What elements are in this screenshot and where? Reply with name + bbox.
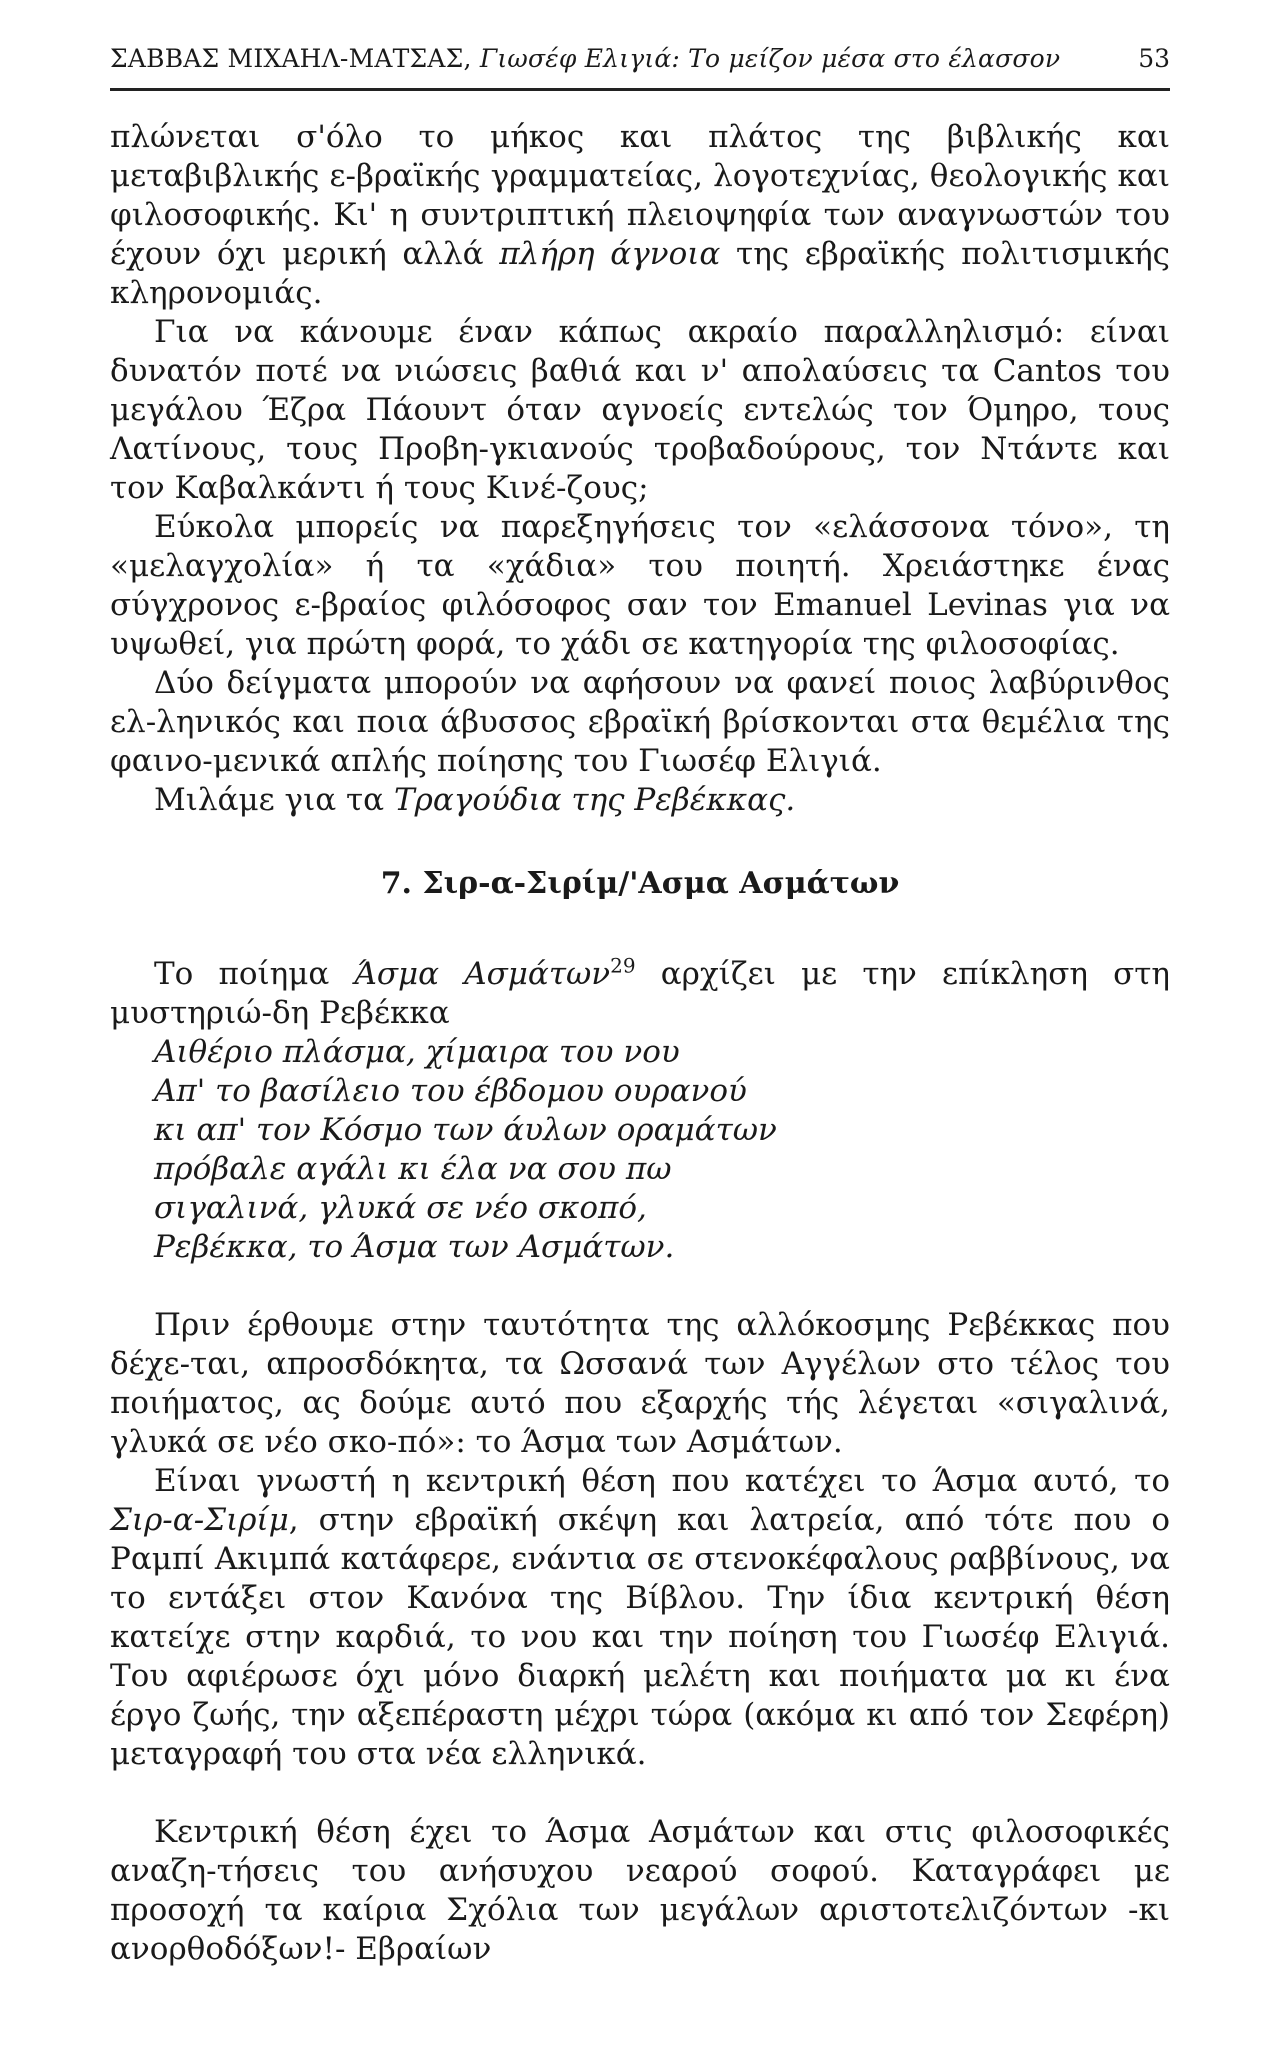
running-header (110, 44, 1170, 84)
paragraph-2: Για να κάνουμε έναν κάπως ακραίο παραλληλισμό: είναι δυνατόν ποτέ να νιώσεις βαθιά και ν' απολαύσεις τα Cantos του μεγάλου Έζρα Πάουντ όταν αγνοείς εντελώς τον Όμηρο, τους Λατίνους, τους Προβη-γκιανούς τροβαδούρους, τον Ντάντε και τον Καβαλκάντι ή τους Κινέ-ζους; (110, 314, 1170, 506)
poem-line: Απ' το βασίλειο του έβδομου ουρανού (154, 1073, 747, 1109)
paragraph-1-emphasis: πλήρη άγνοια (499, 236, 721, 272)
paragraph-5-work-title: Τραγούδια της Ρεβέκκας. (393, 782, 796, 818)
paragraph-6-text-c: αρχίζει με την επίκληση στη μυστηριώ-δη Ρεβέκκα (110, 956, 1170, 1031)
header-title: Γιωσέφ Ελιγιά: Το μείζον μέσα στο έλασσον (479, 44, 1061, 73)
paragraph-8-text-c: , στην εβραϊκή σκέψη και λατρεία, από τότε που ο Ραμπί Ακιμπά κατάφερε, ενάντια σε στενοκέφαλους ραββίνους, να το εντάξει στον Κανόνα της Βίβλου. Την ίδια κεντρική θέση κατείχε στην καρδιά, το νου και την ποίηση του Γιωσέφ Ελιγιά. Του αφιέρωσε όχι μόνο διαρκή μελέτη και ποιήματα μα κι ένα έργο ζωής, την αξεπέραστη μέχρι τώρα (ακόμα κι από τον Σεφέρη) μεταγραφή του στα νέα ελληνικά. (110, 1502, 1170, 1772)
poem-line: Αιθέριο πλάσμα, χίμαιρα του νου (154, 1034, 680, 1070)
paragraph-7: Πριν έρθουμε στην ταυτότητα της αλλόκοσμης Ρεβέκκας που δέχε-ται, απροσδόκητα, τα Ωσσανά των Αγγέλων στο τέλος του ποιήματος, ας δούμε αυτό που εξαρχής τής λέγεται «σιγαλινά, γλυκά σε νέο σκο-πό»: το Άσμα των Ασμάτων. (110, 1307, 1170, 1460)
paragraph-8-text-a: Είναι γνωστή η κεντρική θέση που κατέχει το Άσμα αυτό, το (154, 1463, 1170, 1499)
paragraph-6 (110, 955, 1170, 1033)
paragraph-6-work-title: Άσμα Ασμάτων (354, 956, 611, 992)
page-body (110, 118, 1170, 1969)
header-left (110, 44, 1060, 73)
paragraph-8 (110, 1462, 1170, 1774)
paragraph-3: Εύκολα μπορείς να παρεξηγήσεις τον «ελάσσονα τόνο», τη «μελαγχολία» ή τα «χάδια» του ποιητή. Χρειάστηκε ένας σύγχρονος ε-βραίος φιλόσοφος σαν τον Emanuel Levinas για να υψωθεί, για πρώτη φορά, το χάδι σε κατηγορία της φιλοσοφίας. (110, 509, 1170, 662)
paragraph-4: Δύο δείγματα μπορούν να αφήσουν να φανεί ποιος λαβύρινθος ελ-ληνικός και ποια άβυσσος εβραϊκή βρίσκονται στα θεμέλια της φαινο-μενικά απλής ποίησης του Γιωσέφ Ελιγιά. (110, 665, 1170, 779)
paragraph-1 (110, 118, 1170, 313)
poem-line: κι απ' τον Κόσμο των άυλων οραμάτων (154, 1112, 777, 1148)
poem-line: Ρεβέκκα, το Άσμα των Ασμάτων. (154, 1229, 675, 1265)
paragraph-1-text-a: πλώνεται σ'όλο το μήκος και πλάτος της βιβλικής και μεταβιβλικής ε-βραϊκής γραμματείας, λογοτεχνίας, θεολογικής και φιλοσοφικής. Κι' η συντριπτική πλειοψηφία των αναγνωστών του έχουν όχι μερική αλλά (110, 119, 1170, 272)
footnote-marker: 29 (610, 953, 636, 978)
paragraph-5 (110, 781, 1170, 820)
paragraph-1-text-c: της εβραϊκής πολιτισμικής κληρονομιάς. (110, 236, 1171, 311)
header-rule (110, 88, 1170, 91)
poem-line: πρόβαλε αγάλι κι έλα να σου πω (154, 1151, 672, 1187)
paragraph-5-text: Μιλάμε για τα (154, 782, 394, 818)
section-heading: 7. Σιρ-α-Σιρίμ/'Ασμα Ασμάτων (380, 866, 900, 901)
page-number: 53 (1138, 44, 1170, 73)
poem-line: σιγαλινά, γλυκά σε νέο σκοπό, (154, 1190, 647, 1226)
header-author: ΣΑΒΒΑΣ ΜΙΧΑΗΛ-ΜΑΤΣΑΣ, (110, 44, 472, 73)
paragraph-8-work-title: Σιρ-α-Σιρίμ (110, 1502, 289, 1538)
paragraph-6-text-a: Το ποίημα (154, 956, 355, 992)
paragraph-9: Κεντρική θέση έχει το Άσμα Ασμάτων και στις φιλοσοφικές αναζη-τήσεις του ανήσυχου νεαρού σοφού. Καταγράφει με προσοχή τα καίρια Σχόλια των μεγάλων αριστοτελιζόντων -κι ανορθοδόξων!- Εβραίων (110, 1814, 1170, 1967)
poem-quote (154, 1033, 1170, 1267)
